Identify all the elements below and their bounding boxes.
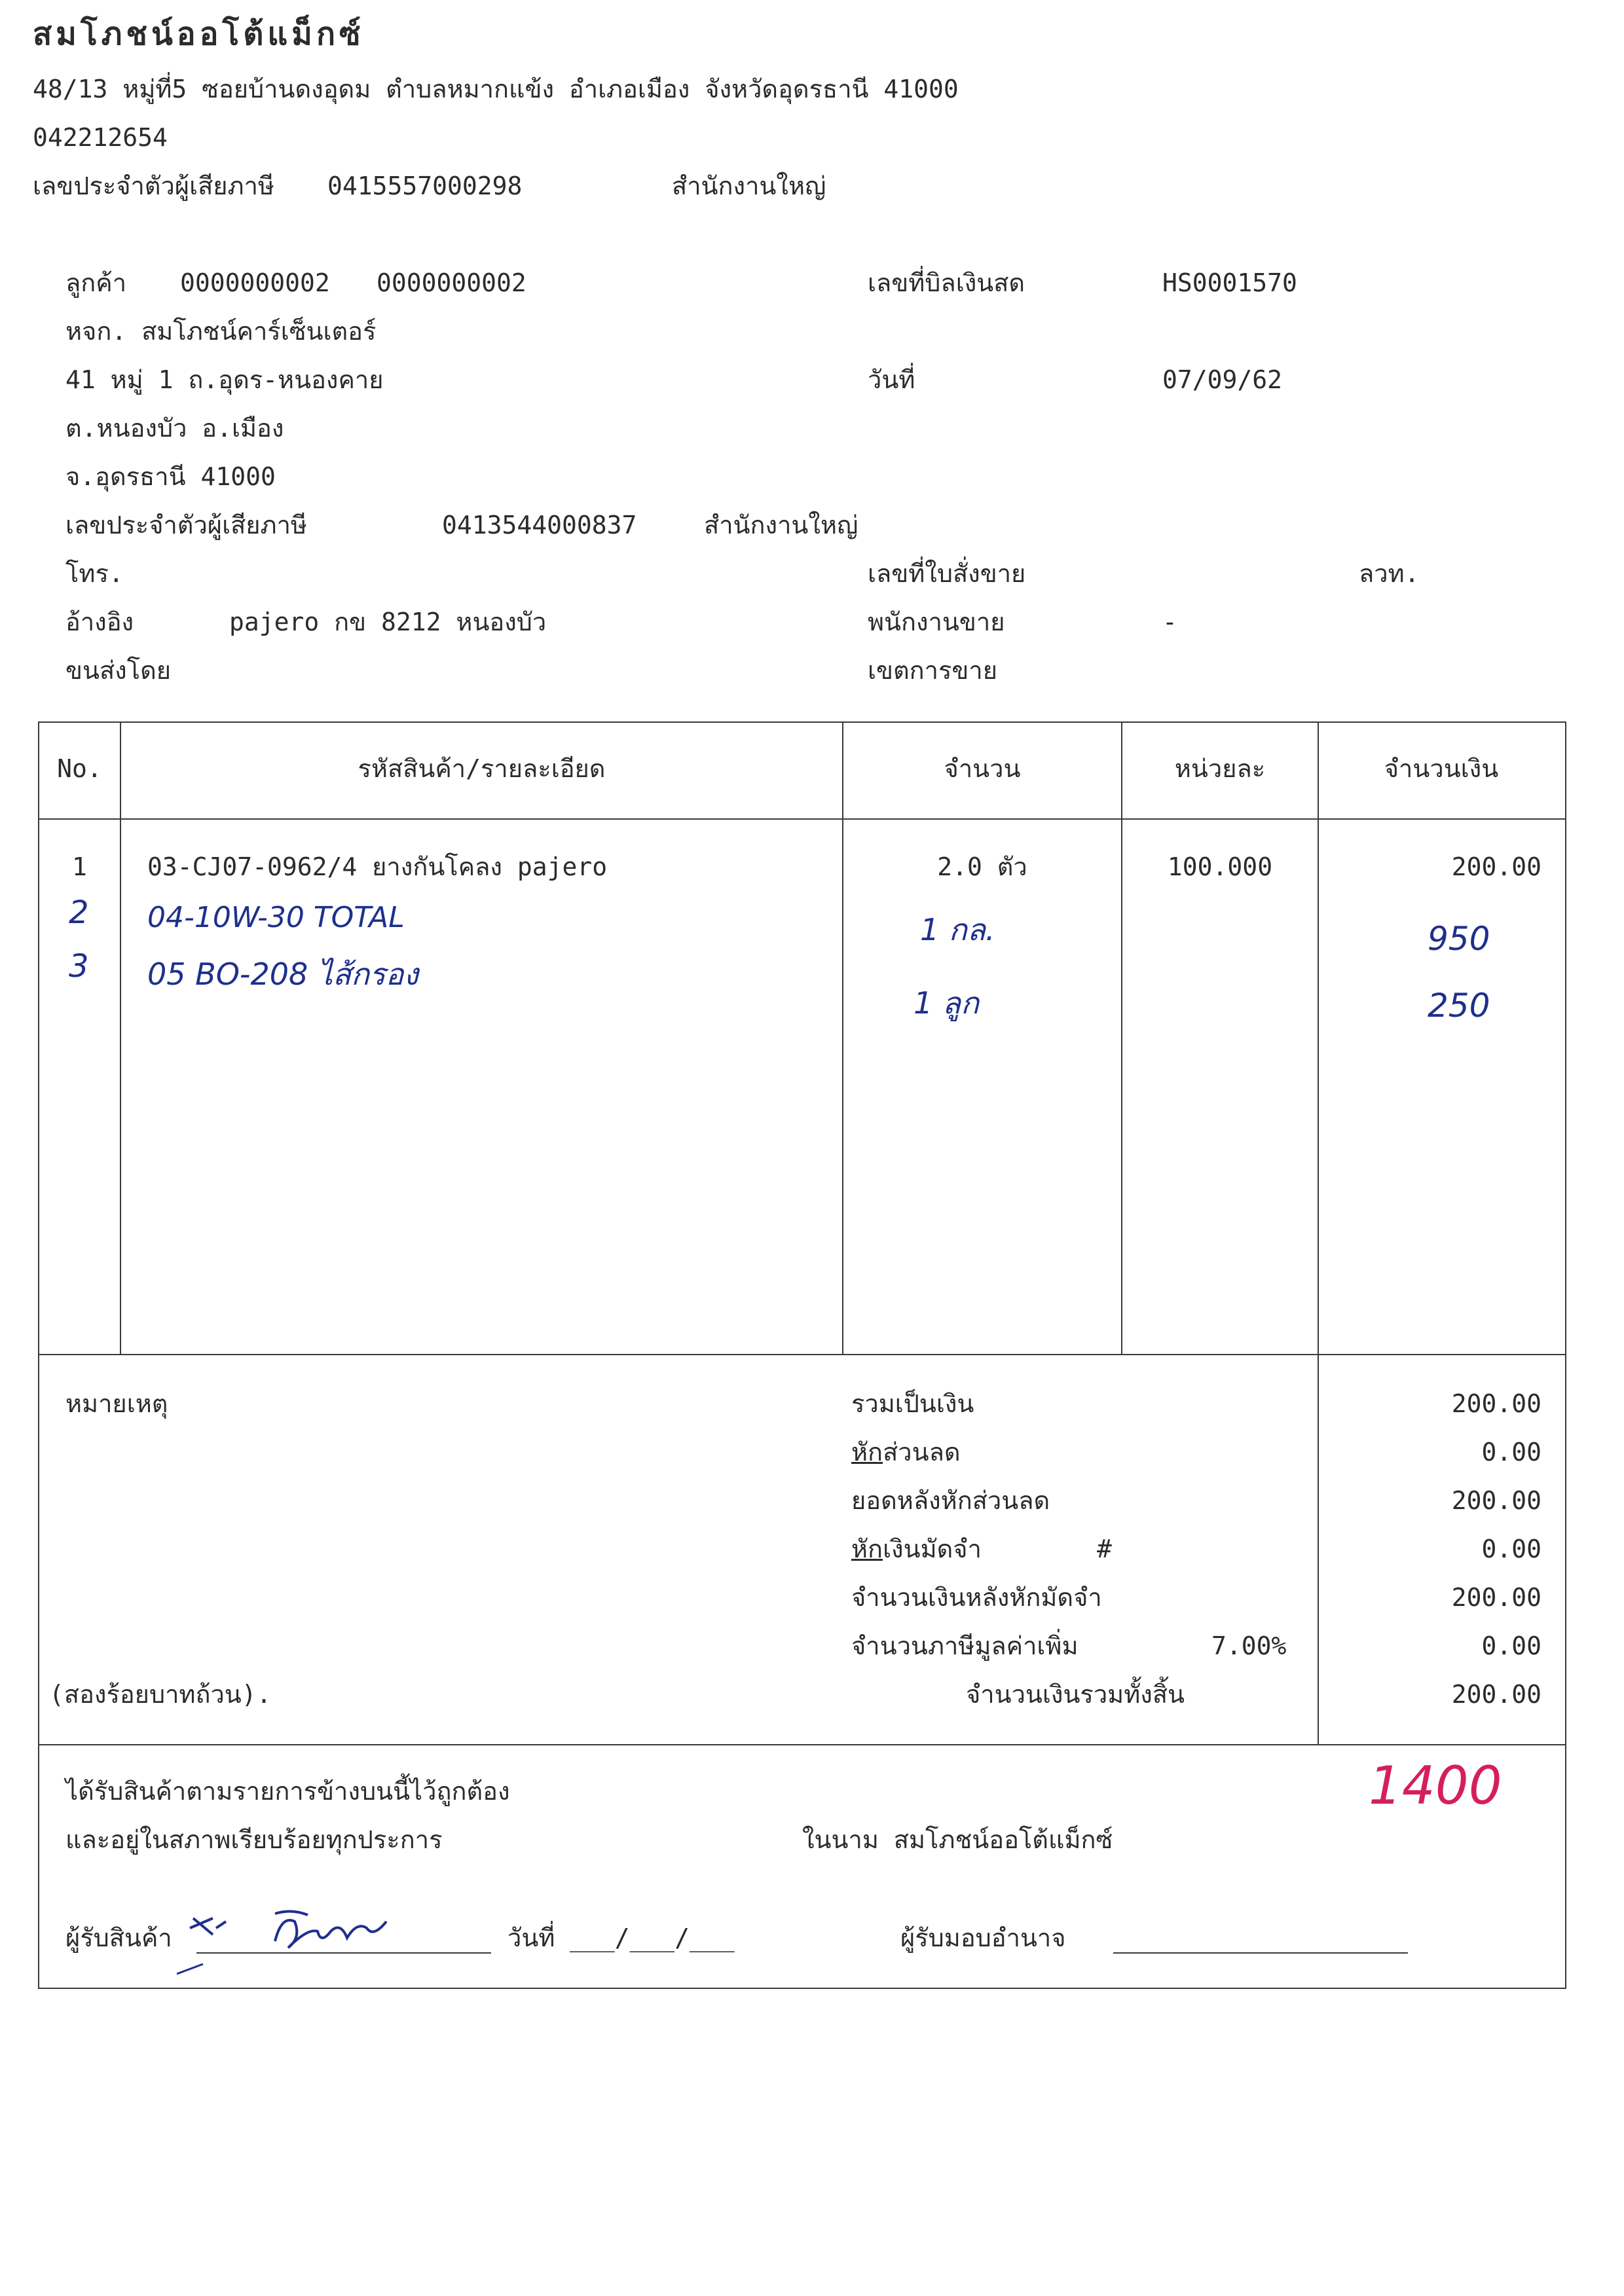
deposit-label [851, 1535, 982, 1563]
company-tax-id: 0415557000298 [327, 172, 523, 200]
receive-date-blank: ___/___/___ [570, 1923, 735, 1952]
header-amount: จำนวนเงิน [1384, 754, 1499, 783]
authorized-signature-line [1113, 1952, 1408, 1954]
date-label: วันที่ [868, 365, 915, 394]
header-desc: รหัสสินค้า/รายละเอียด [358, 754, 606, 783]
customer-tax-id: 0413544000837 [442, 511, 637, 539]
invoice-date: 07/09/62 [1162, 365, 1283, 394]
amount-in-words: (สองร้อยบาทถ้วน). [49, 1680, 272, 1709]
customer-code-2: 0000000002 [377, 268, 526, 297]
customer-addr-2: ต.หนองบัว อ.เมือง [65, 414, 284, 443]
company-address: 48/13 หมู่ที่5 ซอยบ้านดงอุดม ตำบลหมากแข้ง อำเภอเมือง จังหวัดอุดรธานี 41000 [33, 75, 959, 103]
received-statement-2: และอยู่ในสภาพเรียบร้อยทุกประการ [65, 1825, 443, 1854]
row-1-qty: 2.0 ตัว [937, 852, 1027, 881]
sales-area-label: เขตการขาย [868, 656, 997, 685]
row-3-qty-handwritten: 1 ลูก [913, 985, 979, 1021]
customer-code-1: 0000000002 [180, 268, 330, 297]
received-statement-1: ได้รับสินค้าตามรายการข้างบนนี้ไว้ถูกต้อง [65, 1777, 510, 1806]
after-deposit-value: 200.00 [1451, 1583, 1541, 1612]
row-2-no-handwritten: 2 [69, 894, 89, 931]
receiver-signature [177, 1902, 413, 1980]
customer-addr-1: 41 หมู่ 1 ถ.อุดร-หนองคาย [65, 365, 384, 394]
discount-value: 0.00 [1481, 1438, 1541, 1467]
deposit-label-text: เงินมัดจำ [883, 1535, 982, 1563]
col-divider-desc [842, 721, 843, 1354]
shipping-label: ขนส่งโดย [65, 656, 172, 685]
row-1-desc: 03-CJ07-0962/4 ยางกันโคลง pajero [147, 852, 608, 881]
subtotal-value: 200.00 [1451, 1389, 1541, 1418]
row-3-amount-handwritten: 250 [1428, 987, 1490, 1025]
customer-branch: สำนักงานใหญ่ [704, 511, 858, 539]
after-discount-value: 200.00 [1451, 1486, 1541, 1515]
on-behalf-of: ในนาม สมโภชน์ออโต้แม็กซ์ [802, 1825, 1113, 1854]
grand-total-value: 200.00 [1451, 1680, 1541, 1709]
row-1-no: 1 [72, 852, 87, 881]
customer-name: หจก. สมโภชน์คาร์เซ็นเตอร์ [65, 317, 377, 346]
row-2-amount-handwritten: 950 [1428, 920, 1490, 958]
grand-total-label: จำนวนเงินรวมทั้งสิ้น [966, 1680, 1185, 1709]
row-3-no-handwritten: 3 [69, 948, 89, 985]
receive-date-label: วันที่ [507, 1923, 555, 1952]
reference-label: อ้างอิง [65, 608, 134, 636]
discount-label-underlined: หัก [851, 1438, 883, 1467]
bill-no-label: เลขที่บิลเงินสด [868, 268, 1025, 297]
row-3-desc-handwritten: 05 BO-208 ไส้กรอง [147, 957, 418, 992]
salesperson-value: - [1162, 608, 1177, 636]
company-phone: 042212654 [33, 123, 168, 152]
customer-tax-label: เลขประจำตัวผู้เสียภาษี [65, 511, 307, 539]
handwritten-total: 1400 [1369, 1755, 1502, 1816]
after-discount-label: ยอดหลังหักส่วนลด [851, 1486, 1050, 1515]
reference-value: pajero กข 8212 หนองบัว [229, 608, 547, 636]
customer-addr-3: จ.อุดรธานี 41000 [65, 462, 276, 491]
header-no: No. [57, 754, 102, 783]
company-branch: สำนักงานใหญ่ [672, 172, 826, 200]
row-1-unit: 100.000 [1167, 852, 1273, 881]
bill-no: HS0001570 [1162, 268, 1297, 297]
remark-label: หมายเหตุ [65, 1389, 168, 1418]
company-tax-label: เลขประจำตัวผู้เสียภาษี [33, 172, 274, 200]
salesperson-label: พนักงานขาย [868, 608, 1005, 636]
header-unit: หน่วยละ [1174, 754, 1266, 783]
after-deposit-label: จำนวนเงินหลังหักมัดจำ [851, 1583, 1102, 1612]
deposit-hash: # [1097, 1535, 1112, 1563]
lwt-label: ลวท. [1359, 559, 1420, 588]
row-2-desc-handwritten: 04-10W-30 TOTAL [147, 901, 405, 934]
authorized-label: ผู้รับมอบอำนาจ [900, 1923, 1066, 1952]
receiver-label: ผู้รับสินค้า [65, 1923, 172, 1952]
subtotal-label: รวมเป็นเงิน [851, 1389, 974, 1418]
vat-value: 0.00 [1481, 1631, 1541, 1660]
discount-label-text: ส่วนลด [883, 1438, 961, 1467]
row-1-amount: 200.00 [1451, 852, 1541, 881]
deposit-value: 0.00 [1481, 1535, 1541, 1563]
customer-phone-label: โทร. [65, 559, 124, 588]
order-no-label: เลขที่ใบสั่งขาย [868, 559, 1026, 588]
totals-bottom-divider [38, 1744, 1565, 1745]
header-divider [38, 818, 1565, 820]
deposit-label-underlined: หัก [851, 1535, 883, 1563]
company-name: สมโภชน์ออโต้แม็กซ์ [33, 16, 365, 52]
row-2-qty-handwritten: 1 กล. [920, 912, 995, 947]
items-bottom-divider [38, 1354, 1565, 1355]
vat-label: จำนวนภาษีมูลค่าเพิ่ม [851, 1631, 1079, 1660]
header-qty: จำนวน [944, 754, 1021, 783]
customer-label: ลูกค้า [65, 268, 127, 297]
col-divider-no [120, 721, 121, 1354]
col-divider-qty [1121, 721, 1122, 1354]
vat-rate: 7.00% [1211, 1631, 1287, 1660]
discount-label [851, 1438, 961, 1467]
